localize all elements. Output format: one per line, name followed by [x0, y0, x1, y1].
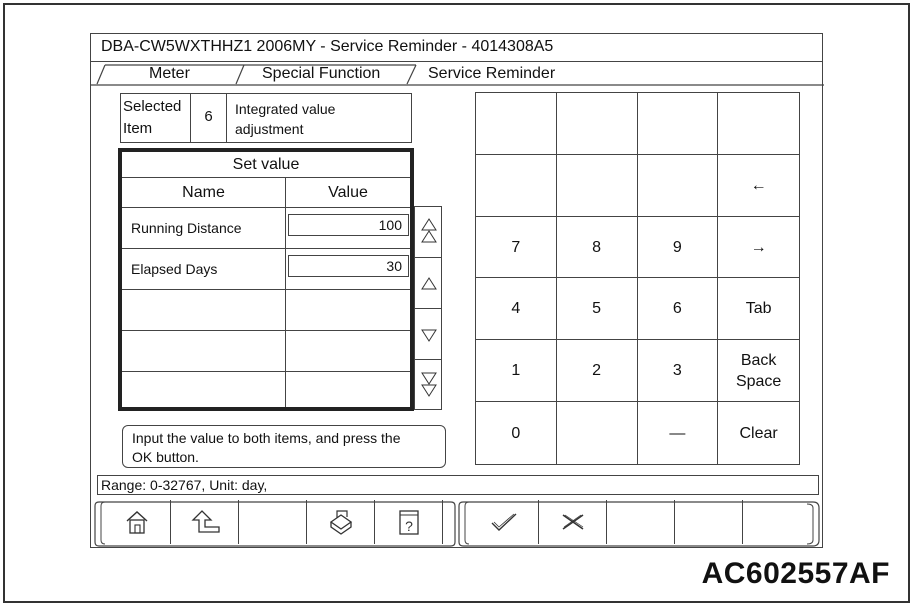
keypad-key-7[interactable]: 7	[476, 217, 557, 279]
column-header-name: Name	[122, 178, 285, 208]
keypad-key-4[interactable]: 4	[476, 278, 557, 340]
check-icon	[489, 511, 519, 533]
home-icon	[123, 508, 151, 536]
window-title: DBA-CW5WXTHHZ1 2006MY - Service Reminder - 4014308A5	[91, 34, 822, 62]
row-name: Running Distance	[131, 220, 242, 236]
cancel-button[interactable]	[539, 500, 607, 544]
ok-button[interactable]	[469, 500, 539, 544]
selected-item-description	[227, 94, 411, 142]
scroll-up-button[interactable]	[415, 258, 441, 309]
scroll-controls	[414, 206, 442, 410]
down-triangle-icon	[421, 327, 437, 343]
scroll-down-button[interactable]	[415, 309, 441, 360]
keypad-key-right-arrow[interactable]: →	[718, 217, 799, 279]
keypad-key-tab[interactable]: Tab	[718, 278, 799, 340]
keypad-key-5[interactable]: 5	[557, 278, 638, 340]
selected-item-box	[120, 93, 412, 143]
cancel-icon	[559, 512, 587, 532]
set-value-header: Set value	[122, 152, 410, 178]
keypad-key-backspace[interactable]: Back Space	[718, 340, 799, 402]
home-button[interactable]	[103, 500, 171, 544]
keypad-key-blank	[476, 93, 557, 155]
back-arrow-icon	[189, 508, 221, 536]
numeric-keypad	[475, 92, 800, 465]
table-row-elapsed-days[interactable]	[122, 249, 410, 290]
toolbar-blank-button	[607, 500, 675, 544]
tab-service-reminder[interactable]: Service Reminder	[428, 65, 556, 82]
bottom-toolbar	[91, 500, 822, 548]
column-divider	[285, 178, 286, 407]
table-row-empty	[122, 372, 410, 413]
running-distance-value-field[interactable]: 100	[288, 214, 409, 236]
toolbar-left-group	[103, 500, 455, 544]
printer-icon	[327, 508, 355, 536]
scroll-top-button[interactable]	[415, 207, 441, 258]
keypad-key-0[interactable]: 0	[476, 402, 557, 464]
keypad-key-6[interactable]: 6	[638, 278, 719, 340]
description-line-2: adjustment	[235, 121, 304, 137]
status-bar: Range: 0-32767, Unit: day,	[97, 475, 819, 495]
column-header-value: Value	[286, 178, 410, 208]
double-down-triangle-icon	[421, 370, 437, 400]
message-line-1: Input the value to both items, and press the	[132, 430, 401, 446]
table-row-empty	[122, 331, 410, 372]
keypad-key-9[interactable]: 9	[638, 217, 719, 279]
keypad-key-3[interactable]: 3	[638, 340, 719, 402]
elapsed-days-value-field[interactable]: 30	[288, 255, 409, 277]
up-triangle-icon	[421, 276, 437, 292]
toolbar-blank-button	[743, 500, 807, 544]
keypad-key-blank	[476, 155, 557, 217]
keypad-key-1[interactable]: 1	[476, 340, 557, 402]
instruction-message	[122, 425, 446, 468]
svg-text:?: ?	[404, 518, 413, 534]
scroll-bottom-button[interactable]	[415, 360, 441, 411]
description-line-1: Integrated value	[235, 101, 336, 117]
keypad-key-8[interactable]: 8	[557, 217, 638, 279]
message-line-2: OK button.	[132, 449, 199, 465]
keypad-key-blank	[638, 155, 719, 217]
keypad-key-minus[interactable]: —	[638, 402, 719, 464]
keypad-key-blank	[718, 93, 799, 155]
keypad-key-blank	[638, 93, 719, 155]
keypad-key-left-arrow[interactable]: ←	[718, 155, 799, 217]
help-icon	[395, 507, 423, 537]
selected-item-number: 6	[191, 94, 227, 142]
selected-item-label: Selected Item	[121, 94, 191, 142]
print-button[interactable]	[307, 500, 375, 544]
keypad-key-blank	[557, 155, 638, 217]
keypad-key-2[interactable]: 2	[557, 340, 638, 402]
tab-special-function[interactable]: Special Function	[262, 65, 381, 82]
keypad-key-clear[interactable]: Clear	[739, 424, 778, 442]
row-name: Elapsed Days	[131, 261, 218, 277]
set-value-table	[118, 148, 414, 411]
help-button[interactable]	[375, 500, 443, 544]
table-row-running-distance[interactable]	[122, 208, 410, 249]
table-row-empty	[122, 290, 410, 331]
keypad-key-blank	[557, 402, 638, 464]
toolbar-blank-button	[675, 500, 743, 544]
keypad-key-blank	[557, 93, 638, 155]
tab-meter[interactable]: Meter	[149, 65, 190, 82]
toolbar-right-group	[469, 500, 813, 544]
tab-bar	[91, 62, 822, 86]
figure-code: AC602557AF	[701, 557, 890, 590]
double-up-triangle-icon	[421, 217, 437, 247]
toolbar-blank-button	[239, 500, 307, 544]
back-button[interactable]	[171, 500, 239, 544]
app-window	[90, 33, 823, 548]
